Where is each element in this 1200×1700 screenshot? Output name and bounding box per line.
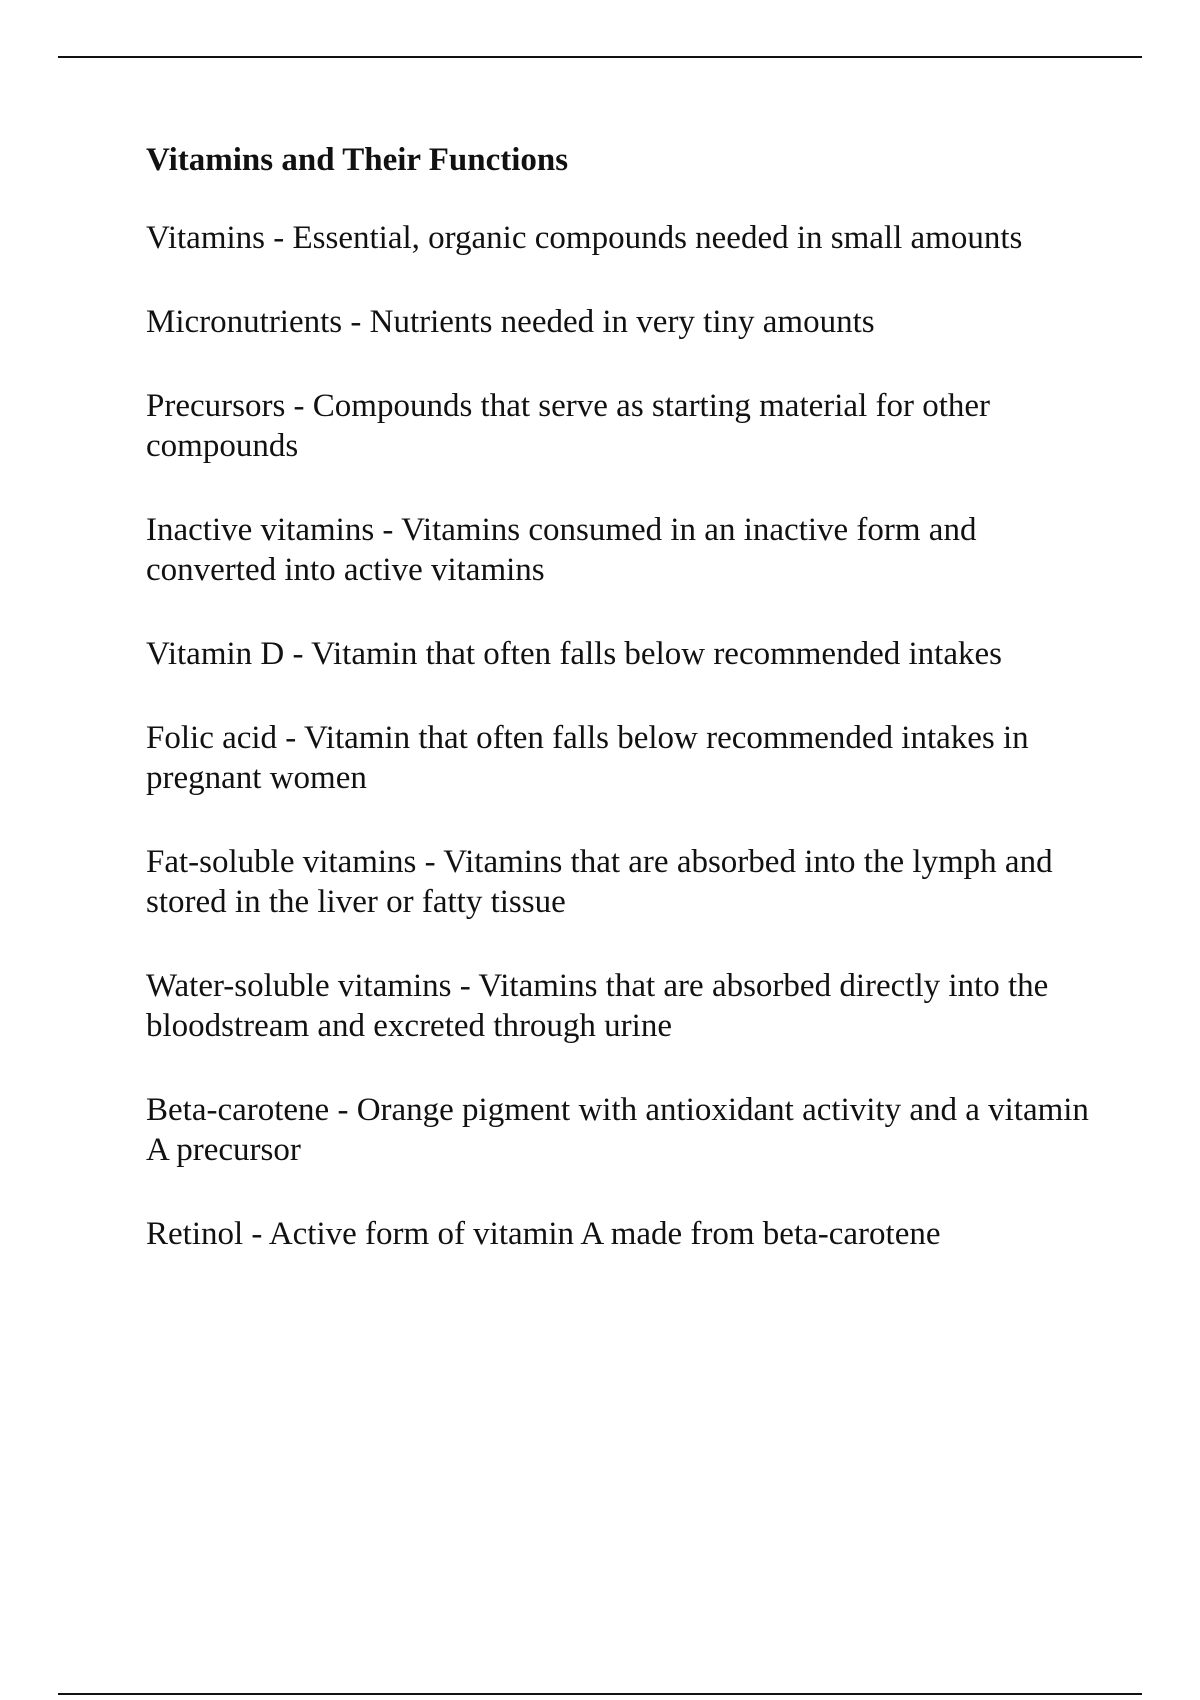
term-entry-water-soluble-vitamins: Water-soluble vitamins - Vitamins that are absorbed directly into the bloodstream and excreted through urine bbox=[146, 968, 1049, 1044]
term-entry-inactive-vitamins: Inactive vitamins - Vitamins consumed in an inactive form and converted into active vitamins bbox=[146, 512, 977, 588]
term-entry-fat-soluble-vitamins: Fat-soluble vitamins - Vitamins that are absorbed into the lymph and stored in the liver or fatty tissue bbox=[146, 844, 1053, 920]
term-entry-retinol: Retinol - Active form of vitamin A made from beta-carotene bbox=[146, 1216, 941, 1252]
term-entry-folic-acid: Folic acid - Vitamin that often falls below recommended intakes in pregnant women bbox=[146, 720, 1029, 796]
term-entry-beta-carotene: Beta-carotene - Orange pigment with antioxidant activity and a vitamin A precursor bbox=[146, 1092, 1089, 1168]
term-entry-vitamin-d: Vitamin D - Vitamin that often falls below recommended intakes bbox=[146, 636, 1002, 672]
term-entry-precursors: Precursors - Compounds that serve as starting material for other compounds bbox=[146, 388, 991, 464]
term-entry-vitamins: Vitamins - Essential, organic compounds needed in small amounts bbox=[146, 220, 1023, 256]
footer-rule bbox=[58, 1693, 1142, 1695]
term-entry-micronutrients: Micronutrients - Nutrients needed in very tiny amounts bbox=[146, 304, 875, 340]
header-rule bbox=[58, 56, 1142, 58]
document-body bbox=[146, 140, 1106, 1298]
page-title: Vitamins and Their Functions bbox=[146, 142, 569, 178]
